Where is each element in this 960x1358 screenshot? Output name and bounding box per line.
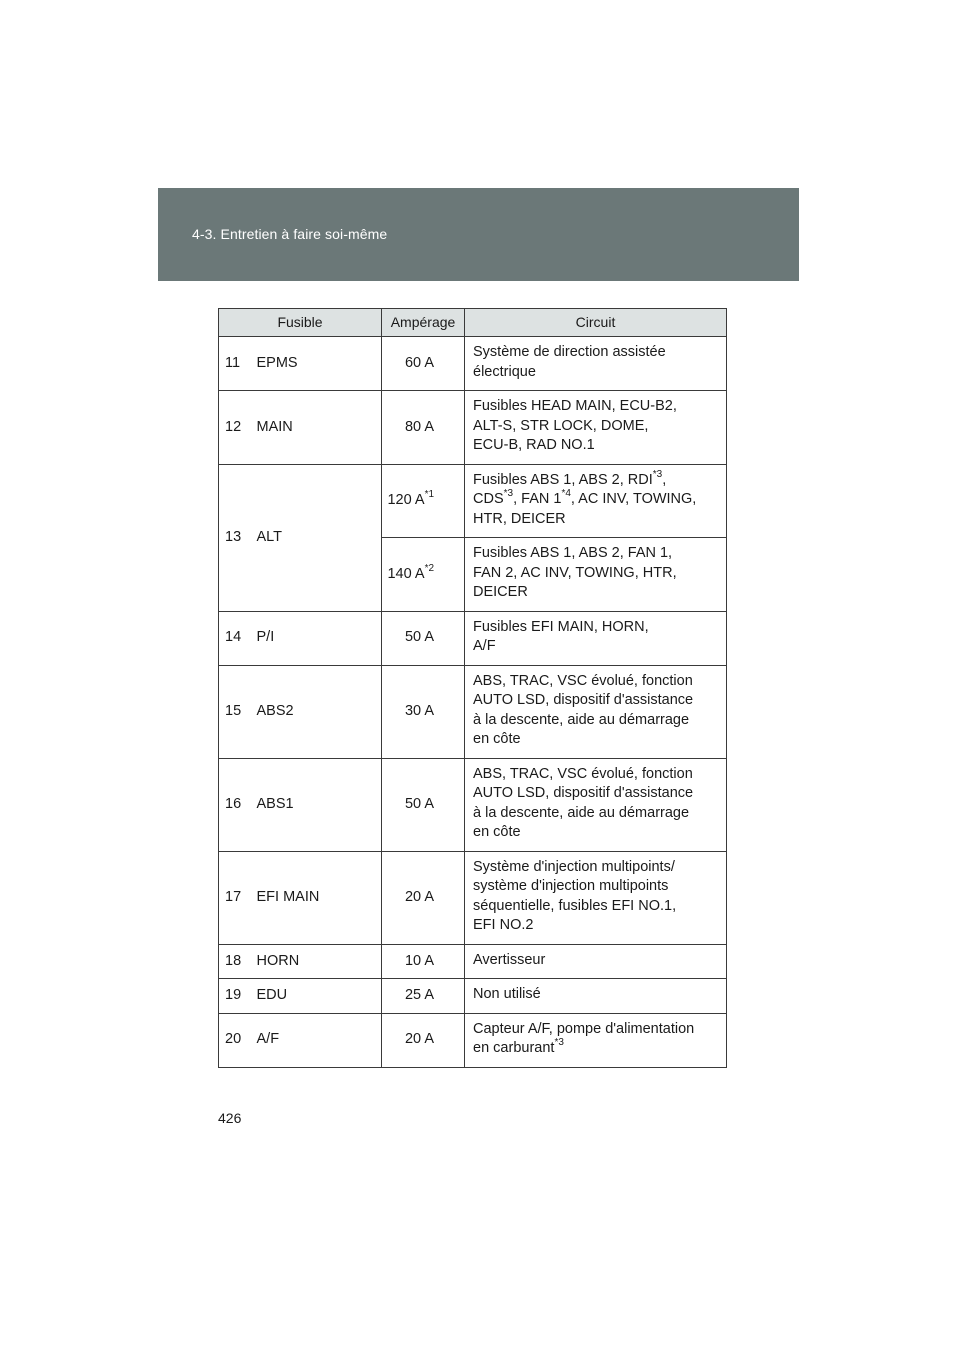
fuse-name: EFI MAIN <box>249 851 382 944</box>
footnote-marker: *4 <box>561 488 571 500</box>
fuse-circuit <box>465 1013 727 1067</box>
circuit-line <box>473 490 718 510</box>
fuse-number: 12 <box>219 391 249 465</box>
table-row <box>219 337 727 391</box>
fuse-circuit <box>465 611 727 665</box>
fuse-name: P/I <box>249 611 382 665</box>
fuse-name: ABS1 <box>249 758 382 851</box>
fuse-amperage: 10 A <box>382 944 465 979</box>
fuse-circuit <box>465 337 727 391</box>
circuit-line: Non utilisé <box>473 986 541 1002</box>
fuse-number: 16 <box>219 758 249 851</box>
circuit-line: séquentielle, fusibles EFI NO.1, <box>473 897 677 914</box>
circuit-line: ABS, TRAC, VSC évolué, fonction <box>473 765 693 782</box>
footnote-marker: *1 <box>424 489 435 501</box>
fuse-amperage: 30 A <box>382 665 465 758</box>
fuse-circuit <box>465 758 727 851</box>
fuse-number: 11 <box>219 337 249 391</box>
fuse-circuit <box>465 979 727 1014</box>
section-title: 4-3. Entretien à faire soi-même <box>192 226 388 242</box>
table-row <box>219 665 727 758</box>
circuit-line: HTR, DEICER <box>473 510 566 527</box>
table-row <box>219 758 727 851</box>
column-header-fuse: Fusible <box>219 309 382 337</box>
table-row <box>219 611 727 665</box>
circuit-line: ABS, TRAC, VSC évolué, fonction <box>473 672 693 689</box>
fuse-amperage: 20 A <box>382 1013 465 1067</box>
circuit-text: Fusibles ABS 1, ABS 2, RDI <box>473 471 653 488</box>
circuit-line: à la descente, aide au démarrage <box>473 804 690 821</box>
circuit-line: Système d'injection multipoints/ <box>473 858 675 875</box>
fuse-number: 14 <box>219 611 249 665</box>
circuit-line: électrique <box>473 363 536 380</box>
fuse-circuit <box>465 944 727 979</box>
circuit-line: Avertisseur <box>473 951 546 968</box>
page-number: 426 <box>218 1110 242 1126</box>
fuse-number: 15 <box>219 665 249 758</box>
circuit-line <box>473 1039 718 1059</box>
table-row <box>219 464 727 538</box>
circuit-text: CDS <box>473 491 504 507</box>
table-row <box>219 944 727 979</box>
fuse-amperage: 25 A <box>382 979 465 1014</box>
fuse-circuit <box>465 538 727 612</box>
fuse-number: 17 <box>219 851 249 944</box>
table-row <box>219 391 727 465</box>
fuse-name: EDU <box>249 979 382 1014</box>
amperage-value: 140 A <box>387 565 425 582</box>
circuit-line: EFI NO.2 <box>473 917 534 933</box>
circuit-line: en côte <box>473 824 521 840</box>
circuit-line: Fusibles ABS 1, ABS 2, FAN 1, <box>473 545 673 561</box>
circuit-line: FAN 2, AC INV, TOWING, HTR, <box>473 564 677 581</box>
fuse-name: ALT <box>249 464 382 611</box>
circuit-line: à la descente, aide au démarrage <box>473 711 690 728</box>
footnote-marker: *2 <box>424 562 435 574</box>
circuit-line: ECU-B, RAD NO.1 <box>473 437 595 453</box>
fuse-name: EPMS <box>249 337 382 391</box>
amperage-value: 120 A <box>387 492 425 508</box>
footnote-marker: *3 <box>554 1037 564 1049</box>
circuit-line: en côte <box>473 731 521 747</box>
column-header-circuit: Circuit <box>465 309 727 337</box>
fuse-amperage: 50 A <box>382 611 465 665</box>
circuit-text: , FAN 1 <box>513 491 562 507</box>
fuse-amperage: 50 A <box>382 758 465 851</box>
fuse-circuit <box>465 851 727 944</box>
fuse-name: A/F <box>249 1013 382 1067</box>
circuit-text: , AC INV, TOWING, <box>570 491 697 507</box>
column-header-amperage: Ampérage <box>382 309 465 337</box>
fuse-circuit <box>465 464 727 538</box>
fuse-name: ABS2 <box>249 665 382 758</box>
circuit-line: AUTO LSD, dispositif d'assistance <box>473 785 694 801</box>
circuit-line: Fusibles HEAD MAIN, ECU-B2, <box>473 398 677 414</box>
table-row <box>219 979 727 1014</box>
circuit-line: Fusibles EFI MAIN, HORN, <box>473 618 649 635</box>
circuit-line: Système de direction assistée <box>473 344 666 360</box>
circuit-text: , <box>662 471 667 488</box>
circuit-line: A/F <box>473 638 496 654</box>
fuse-number: 18 <box>219 944 249 979</box>
circuit-line: DEICER <box>473 584 528 600</box>
section-header-band <box>158 188 799 281</box>
circuit-text: en carburant <box>473 1040 555 1056</box>
circuit-line: Capteur A/F, pompe d'alimentation <box>473 1020 695 1037</box>
fuse-table <box>218 308 727 1068</box>
fuse-circuit <box>465 391 727 465</box>
table-header-row <box>219 309 727 337</box>
fuse-name: HORN <box>249 944 382 979</box>
table-row <box>219 1013 727 1067</box>
fuse-number: 20 <box>219 1013 249 1067</box>
circuit-line: AUTO LSD, dispositif d'assistance <box>473 692 694 708</box>
fuse-circuit <box>465 665 727 758</box>
fuse-amperage: 20 A <box>382 851 465 944</box>
circuit-line: ALT-S, STR LOCK, DOME, <box>473 417 649 434</box>
fuse-number: 19 <box>219 979 249 1014</box>
fuse-name: MAIN <box>249 391 382 465</box>
fuse-amperage <box>382 464 465 538</box>
fuse-number: 13 <box>219 464 249 611</box>
table-row <box>219 851 727 944</box>
fuse-amperage: 80 A <box>382 391 465 465</box>
fuse-amperage <box>382 538 465 612</box>
footnote-marker: *3 <box>503 488 514 500</box>
circuit-line: système d'injection multipoints <box>473 878 669 894</box>
fuse-amperage: 60 A <box>382 337 465 391</box>
footnote-marker: *3 <box>652 468 663 480</box>
